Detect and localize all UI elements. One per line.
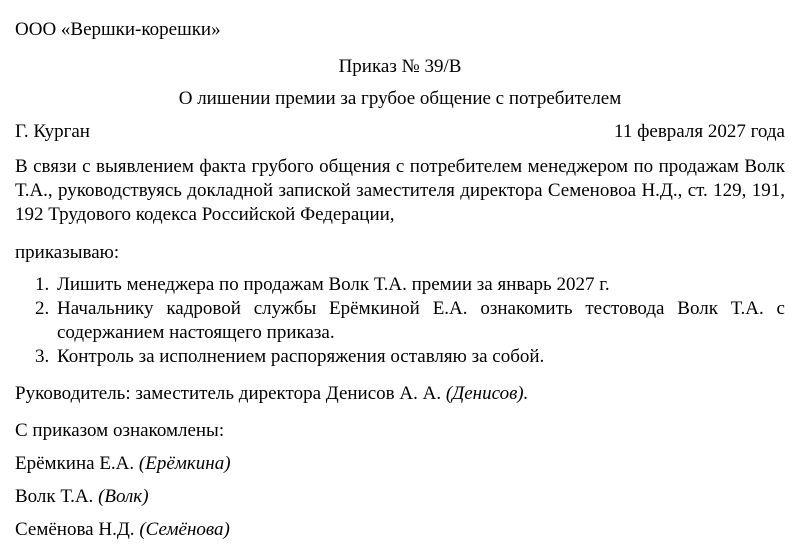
list-item [15,273,785,297]
head-signature: (Денисов). [445,383,529,404]
acknowledged-title: С приказом ознакомлены: [15,420,225,441]
acknowledged-person [15,518,230,542]
list-item-text: Начальнику кадровой службы Ерёмкиной Е.А. ознакомить тестовода Волк Т.А. с содержанием настоящего приказа. [57,298,785,343]
order-city: Г. Курган [15,121,90,142]
person-name: Волк Т.А. [15,486,94,507]
person-name: Ерёмкина Е.А. [15,453,135,474]
organization-name: ООО «Вершки-корешки» [15,19,221,40]
person-name: Семёнова Н.Д. [15,519,135,540]
list-item-text: Лишить менеджера по продажам Волк Т.А. премии за январь 2027 г. [57,274,610,295]
order-items-list [15,273,785,369]
acknowledged-person [15,485,149,509]
list-item [15,345,785,369]
intro-paragraph: В связи с выявлением факта грубого общения с потребителем менеджером по продажам Волк Т.А., руководствуясь докладной запиской заместителя директора Семеновоа Н.Д., ст. 129, 191, 192 Трудового кодекса Российской Федерации, [15,156,785,225]
list-item [15,297,785,345]
list-item-number: 3. [35,346,50,367]
list-item-number: 2. [35,298,50,319]
person-signature: (Семёнова) [139,519,230,540]
list-item-number: 1. [35,274,50,295]
acknowledged-person [15,452,231,476]
head-signature-label: Руководитель: заместитель директора Денисов А. А. [15,383,442,404]
order-date: 11 февраля 2027 года [614,121,785,142]
person-signature: (Ерёмкина) [138,453,231,474]
person-signature: (Волк) [98,486,149,507]
order-title: Приказ № 39/В [338,56,462,77]
order-subject: О лишении премии за грубое общение с потребителем [178,88,622,109]
head-signature-line [15,382,528,406]
list-item-text: Контроль за исполнением распоряжения оставляю за собой. [57,346,545,367]
order-word: приказываю: [15,242,120,263]
